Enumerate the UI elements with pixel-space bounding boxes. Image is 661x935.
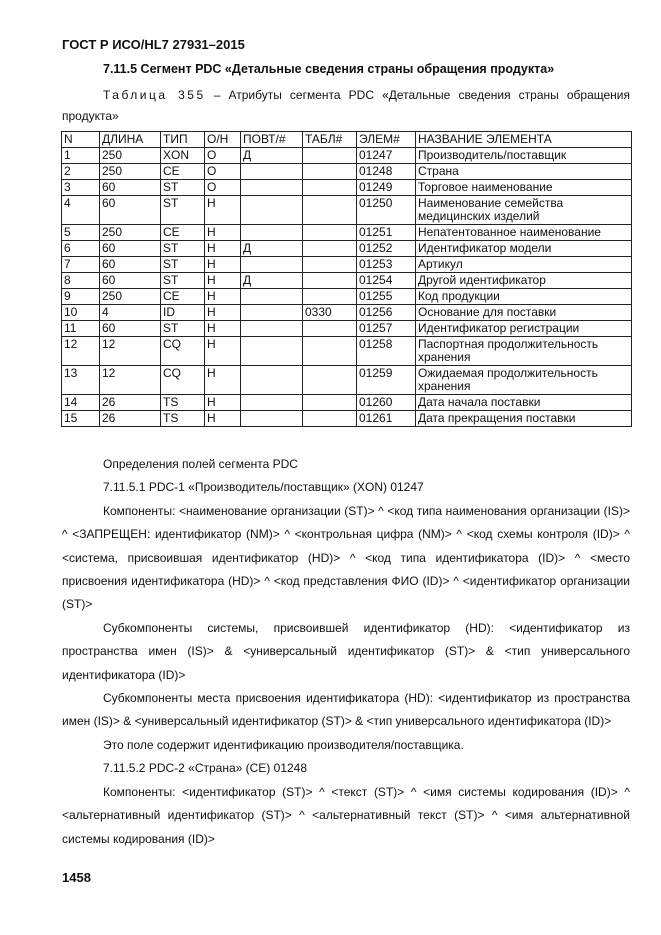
table-cell: 01261 <box>357 411 416 427</box>
table-cell: ST <box>161 241 205 257</box>
field-definitions <box>62 453 630 851</box>
table-cell: Н <box>205 225 241 241</box>
table-row <box>62 321 632 337</box>
table-cell <box>303 273 357 289</box>
table-cell: 01257 <box>357 321 416 337</box>
element-name-cell: Производитель/поставщик <box>416 148 632 164</box>
element-name-cell: Идентификатор модели <box>416 241 632 257</box>
table-cell <box>241 257 303 273</box>
table-cell: CE <box>161 225 205 241</box>
table-caption-text: – Атрибуты сегмента PDC «Детальные сведения страны обращения продукта» <box>62 88 630 123</box>
table-row <box>62 196 632 225</box>
table-cell <box>303 337 357 366</box>
table-cell: 01259 <box>357 366 416 395</box>
column-header: НАЗВАНИЕ ЭЛЕМЕНТА <box>416 132 632 148</box>
table-cell: ID <box>161 305 205 321</box>
element-name-cell: Наименование семейства медицинских изделий <box>416 196 632 225</box>
table-row <box>62 164 632 180</box>
table-cell: Н <box>205 305 241 321</box>
document-header: ГОСТ Р ИСО/HL7 27931–2015 <box>62 37 245 52</box>
table-cell: 60 <box>100 180 161 196</box>
table-cell <box>303 164 357 180</box>
page-number: 1458 <box>62 870 91 885</box>
table-cell: Н <box>205 289 241 305</box>
table-cell <box>241 196 303 225</box>
column-header: ТИП <box>161 132 205 148</box>
table-cell <box>241 225 303 241</box>
element-name-cell: Дата прекращения поставки <box>416 411 632 427</box>
table-cell: 26 <box>100 411 161 427</box>
table-cell <box>303 180 357 196</box>
table-row <box>62 241 632 257</box>
table-cell: Н <box>205 273 241 289</box>
field-heading-pdc1: 7.11.5.1 PDC-1 «Производитель/поставщик» (XON) 01247 <box>103 480 424 495</box>
table-cell: CQ <box>161 366 205 395</box>
table-cell: TS <box>161 411 205 427</box>
table-cell: 01254 <box>357 273 416 289</box>
element-name-cell: Код продукции <box>416 289 632 305</box>
table-cell: 10 <box>62 305 100 321</box>
table-row <box>62 257 632 273</box>
table-cell: 01249 <box>357 180 416 196</box>
table-cell: 2 <box>62 164 100 180</box>
table-row <box>62 337 632 366</box>
element-name-cell: Дата начала поставки <box>416 395 632 411</box>
table-cell: 3 <box>62 180 100 196</box>
table-caption <box>62 85 630 127</box>
table-row <box>62 366 632 395</box>
table-cell: 7 <box>62 257 100 273</box>
table-cell <box>303 289 357 305</box>
table-cell: CE <box>161 164 205 180</box>
table-cell: 250 <box>100 164 161 180</box>
element-name-cell: Другой идентификатор <box>416 273 632 289</box>
table-row <box>62 395 632 411</box>
table-cell <box>303 411 357 427</box>
table-cell: 01252 <box>357 241 416 257</box>
table-cell <box>303 241 357 257</box>
table-row <box>62 225 632 241</box>
table-cell: Н <box>205 196 241 225</box>
element-name-cell: Страна <box>416 164 632 180</box>
table-cell <box>303 366 357 395</box>
table-cell: 4 <box>62 196 100 225</box>
element-name-cell: Артикул <box>416 257 632 273</box>
table-cell: CQ <box>161 337 205 366</box>
table-cell: Д <box>241 148 303 164</box>
table-cell: 15 <box>62 411 100 427</box>
table-cell <box>303 225 357 241</box>
column-header: ТАБЛ# <box>303 132 357 148</box>
table-cell: XON <box>161 148 205 164</box>
table-cell <box>241 164 303 180</box>
table-cell: TS <box>161 395 205 411</box>
element-name-cell: Торговое наименование <box>416 180 632 196</box>
element-name-cell: Основание для поставки <box>416 305 632 321</box>
table-cell: Н <box>205 321 241 337</box>
element-name-cell: Идентификатор регистрации <box>416 321 632 337</box>
table-cell: 13 <box>62 366 100 395</box>
table-row <box>62 148 632 164</box>
table-cell <box>241 180 303 196</box>
table-cell: Н <box>205 257 241 273</box>
pdc-attributes-table <box>61 131 632 427</box>
table-cell: 01250 <box>357 196 416 225</box>
column-header: ПОВТ/# <box>241 132 303 148</box>
table-cell: Д <box>241 273 303 289</box>
element-name-cell: Ожидаемая продолжительность хранения <box>416 366 632 395</box>
table-cell <box>241 289 303 305</box>
table-cell: 12 <box>100 337 161 366</box>
table-cell <box>241 366 303 395</box>
table-cell <box>303 321 357 337</box>
table-cell: О <box>205 148 241 164</box>
field-description-pdc1: Это поле содержит идентификацию производителя/поставщика. <box>103 737 464 752</box>
components-pdc1: Компоненты: <наименование организации (ST)> ^ <код типа наименования организации (IS)> ^ <ЗАПРЕЩЕН: идентификатор (NM)> ^ <контрольная цифра (NM)> ^ <код схемы контроля (ID)> ^ <система, присвоившая идентификатор (HD)> ^ <код типа идентификатора (ID)> ^ <место присвоения идентификатора (HD)> ^ <код представления ФИО (ID)> ^ <идентификатор организации (ST)> <box>62 503 630 612</box>
table-header-row <box>62 132 632 148</box>
table-cell: 1 <box>62 148 100 164</box>
table-cell: Н <box>205 411 241 427</box>
table-cell: 9 <box>62 289 100 305</box>
table-cell <box>241 411 303 427</box>
definitions-heading: Определения полей сегмента PDC <box>103 457 298 471</box>
table-cell: 01260 <box>357 395 416 411</box>
table-cell: ST <box>161 321 205 337</box>
table-cell: 01247 <box>357 148 416 164</box>
table-cell: 11 <box>62 321 100 337</box>
table-row <box>62 273 632 289</box>
column-header: ДЛИНА <box>100 132 161 148</box>
table-row <box>62 305 632 321</box>
table-cell <box>241 305 303 321</box>
table-cell: 4 <box>100 305 161 321</box>
table-cell <box>303 148 357 164</box>
table-cell <box>303 395 357 411</box>
element-name-cell: Паспортная продолжительность хранения <box>416 337 632 366</box>
subcomponents-assigning-facility: Субкомпоненты места присвоения идентификатора (HD): <идентификатор из пространства имен (IS)> & <универсальный идентификатор (ST)> & <тип универсального идентификатора (ID)> <box>62 691 630 729</box>
table-cell: 0330 <box>303 305 357 321</box>
table-cell: 14 <box>62 395 100 411</box>
table-cell: 01255 <box>357 289 416 305</box>
table-cell: 5 <box>62 225 100 241</box>
column-header: N <box>62 132 100 148</box>
table-cell: ST <box>161 273 205 289</box>
table-cell: 250 <box>100 289 161 305</box>
table-cell: Н <box>205 337 241 366</box>
table-cell: ST <box>161 257 205 273</box>
element-name-cell: Непатентованное наименование <box>416 225 632 241</box>
table-cell: 250 <box>100 225 161 241</box>
table-caption-label: Таблица 355 <box>103 88 206 102</box>
table-cell: 01248 <box>357 164 416 180</box>
table-cell: 60 <box>100 241 161 257</box>
table-cell: 250 <box>100 148 161 164</box>
table-cell: 01256 <box>357 305 416 321</box>
table-cell <box>303 196 357 225</box>
table-cell: О <box>205 164 241 180</box>
table-cell: 12 <box>62 337 100 366</box>
table-cell: Н <box>205 395 241 411</box>
table-row <box>62 289 632 305</box>
table-cell: CE <box>161 289 205 305</box>
table-cell: Н <box>205 241 241 257</box>
table-cell: ST <box>161 180 205 196</box>
table-cell: 26 <box>100 395 161 411</box>
table-cell: О <box>205 180 241 196</box>
table-cell: 6 <box>62 241 100 257</box>
table-cell: 60 <box>100 196 161 225</box>
table-cell: 60 <box>100 321 161 337</box>
table-cell: 01253 <box>357 257 416 273</box>
table-row <box>62 411 632 427</box>
column-header: ЭЛЕМ# <box>357 132 416 148</box>
table-row <box>62 180 632 196</box>
table-cell: Д <box>241 241 303 257</box>
table-cell <box>241 395 303 411</box>
table-cell: 60 <box>100 273 161 289</box>
table-cell <box>303 257 357 273</box>
table-cell: ST <box>161 196 205 225</box>
table-cell <box>241 337 303 366</box>
field-heading-pdc2: 7.11.5.2 PDC-2 «Страна» (CE) 01248 <box>103 761 308 776</box>
table-cell: 60 <box>100 257 161 273</box>
table-cell: 01258 <box>357 337 416 366</box>
section-title: 7.11.5 Сегмент PDC «Детальные сведения страны обращения продукта» <box>103 62 555 76</box>
table-cell: Н <box>205 366 241 395</box>
subcomponents-assigning-authority: Субкомпоненты системы, присвоившей идентификатор (HD): <идентификатор из пространства имен (IS)> & <универсальный идентификатор (ST)> & <тип универсального идентификатора (ID)> <box>62 620 630 682</box>
components-pdc2: Компоненты: <идентификатор (ST)> ^ <текст (ST)> ^ <имя системы кодирования (ID)> ^ <альтернативный идентификатор (ST)> ^ <альтернативный текст (ST)> ^ <имя альтернативной системы кодирования (ID)> <box>62 784 630 846</box>
table-cell: 12 <box>100 366 161 395</box>
table-cell: 8 <box>62 273 100 289</box>
table-cell: 01251 <box>357 225 416 241</box>
column-header: О/Н <box>205 132 241 148</box>
table-cell <box>241 321 303 337</box>
